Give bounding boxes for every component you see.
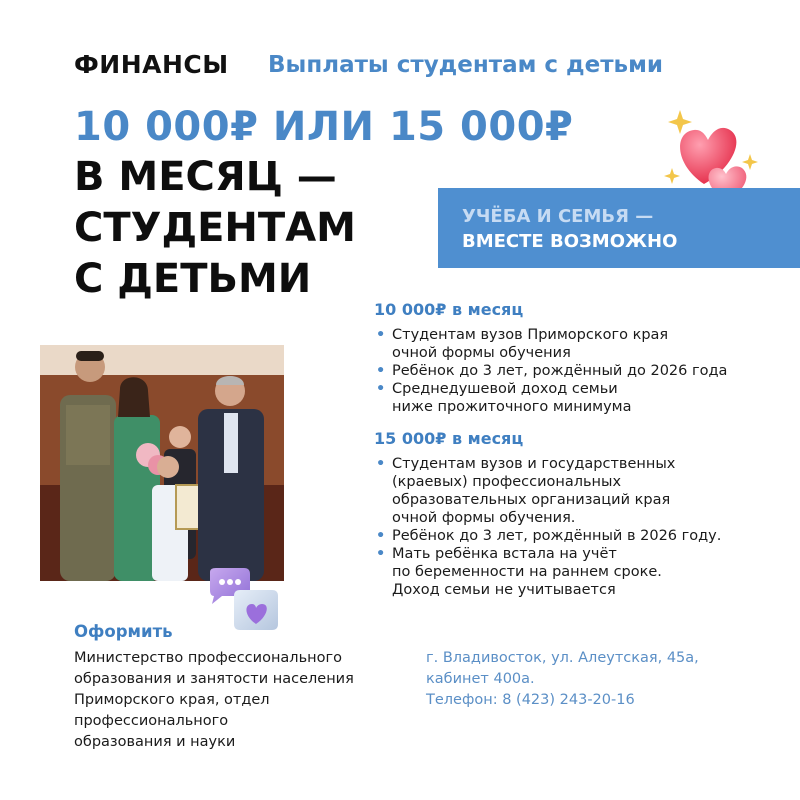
apply-title: Оформить <box>74 622 173 641</box>
section-title: 15 000₽ в месяц <box>374 429 524 448</box>
conditions-list <box>374 455 794 599</box>
list-item: • Среднедушевой доход семьи ниже прожиточного минимума <box>374 380 794 416</box>
payment-section-10000 <box>374 300 794 416</box>
topic-title: Выплаты студентам с детьми <box>268 52 664 78</box>
rubric-label: ФИНАНСЫ <box>74 50 229 79</box>
headline <box>74 152 444 305</box>
chat-bubbles-heart-icon <box>206 566 280 636</box>
list-item: • Ребёнок до 3 лет, рождённый до 2026 года <box>374 362 794 380</box>
list-item: • Студентам вузов и государственных (краевых) профессиональных образовательных организаций края очной формы обучения. <box>374 455 794 527</box>
family-photo <box>40 345 284 581</box>
list-item: • Студентам вузов Приморского края очной формы обучения <box>374 326 794 362</box>
phone-text[interactable]: Телефон: 8 (423) 243-20-16 <box>426 692 635 708</box>
headline-line: СТУДЕНТАМ <box>74 205 356 251</box>
payment-section-15000 <box>374 429 794 599</box>
section-title: 10 000₽ в месяц <box>374 300 524 319</box>
slogan-line-1: УЧЁБА И СЕМЬЯ — <box>462 206 654 227</box>
slogan-banner <box>438 188 800 268</box>
list-item: • Ребёнок до 3 лет, рождённый в 2026 году. <box>374 527 794 545</box>
headline-amounts: 10 000₽ ИЛИ 15 000₽ <box>74 104 574 150</box>
slogan-line-2: ВМЕСТЕ ВОЗМОЖНО <box>462 231 678 252</box>
conditions-list <box>374 326 794 416</box>
organization-name: Министерство профессионального образования и занятости населения Приморского края, отдел профессионального образования и науки <box>74 650 354 750</box>
address-text: г. Владивосток, ул. Алеутская, 45а, кабинет 400а. <box>426 650 699 687</box>
headline-line: В МЕСЯЦ — <box>74 154 337 200</box>
list-item: • Мать ребёнка встала на учёт по беременности на раннем сроке. Доход семьи не учитывается <box>374 545 794 599</box>
headline-line: С ДЕТЬМИ <box>74 256 312 302</box>
